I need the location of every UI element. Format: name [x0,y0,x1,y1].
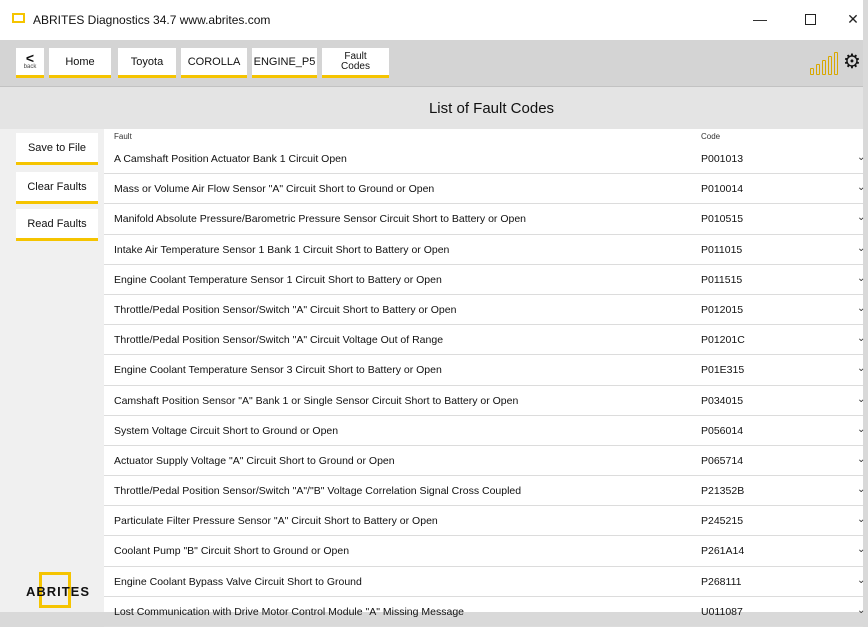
fault-code: P056014 [701,424,744,437]
title-bar [0,0,863,40]
chevron-down-icon[interactable]: ⌄ [857,423,866,435]
table-row[interactable] [104,235,866,265]
column-header-code: Code [701,132,721,141]
fault-description: Throttle/Pedal Position Sensor/Switch "A"/"B" Voltage Correlation Signal Cross Coupled [114,485,522,498]
brand-logo [17,572,99,612]
chevron-down-icon[interactable]: ⌄ [857,453,866,465]
fault-code: P065714 [701,454,744,467]
fault-code: P011015 [701,243,743,256]
breadcrumb-engine[interactable]: ENGINE_P5 [252,48,317,78]
maximize-icon [805,14,816,25]
fault-code: P21352B [701,485,745,498]
chevron-down-icon[interactable]: ⌄ [857,604,866,616]
fault-description: Engine Coolant Bypass Valve Circuit Short to Ground [114,575,362,588]
breadcrumb-fault-codes[interactable]: Fault Codes [322,48,389,78]
breadcrumb-home[interactable]: Home [49,48,111,78]
signal-strength-icon [810,51,838,75]
chevron-down-icon[interactable]: ⌄ [857,333,866,345]
fault-description: Camshaft Position Sensor "A" Bank 1 or Single Sensor Circuit Short to Battery or Open [114,394,519,407]
page-title: List of Fault Codes [428,99,555,117]
table-row[interactable] [104,144,866,174]
fault-code: U011087 [701,605,743,618]
side-panel [0,129,104,612]
back-arrow-icon: < [25,50,35,66]
brand-wordmark: ABRITES [25,584,91,599]
fault-code: P034015 [701,394,744,407]
chevron-down-icon[interactable]: ⌄ [857,242,866,254]
fault-code: P01201C [701,334,745,347]
table-row[interactable] [104,265,866,295]
close-button[interactable]: ✕ [847,10,859,27]
chevron-down-icon[interactable]: ⌄ [857,182,866,194]
chevron-down-icon[interactable]: ⌄ [857,393,866,405]
table-row[interactable] [104,174,866,204]
chevron-down-icon[interactable]: ⌄ [857,272,866,284]
fault-description: Manifold Absolute Pressure/Barometric Pressure Sensor Circuit Short to Battery or Open [114,213,527,226]
table-row[interactable] [104,355,866,385]
fault-code: P261A14 [701,545,745,558]
chevron-down-icon[interactable]: ⌄ [857,544,866,556]
table-row[interactable] [104,506,866,536]
breadcrumb-corolla[interactable]: COROLLA [181,48,247,78]
fault-description: Coolant Pump "B" Circuit Short to Ground or Open [114,545,350,558]
table-row[interactable] [104,295,866,325]
fault-code: P010014 [701,183,744,196]
window-title: ABRITES Diagnostics 34.7 www.abrites.com [33,13,271,27]
fault-description: A Camshaft Position Actuator Bank 1 Circuit Open [114,153,347,165]
minimize-button[interactable]: — [753,11,767,27]
chevron-down-icon[interactable]: ⌄ [857,363,866,375]
fault-code: P268111 [701,575,742,588]
fault-code: P245215 [701,515,744,528]
fault-code: P010515 [701,213,744,226]
table-row[interactable] [104,536,866,566]
back-button[interactable] [16,48,44,78]
chevron-down-icon[interactable]: ⌄ [857,484,866,496]
table-row[interactable] [104,325,866,355]
fault-description: Particulate Filter Pressure Sensor "A" Circuit Short to Battery or Open [114,515,438,528]
page-header [0,87,863,129]
fault-description: Lost Communication with Drive Motor Control Module "A" Missing Message [114,605,465,618]
table-row[interactable] [104,597,866,627]
fault-description: Engine Coolant Temperature Sensor 3 Circuit Short to Battery or Open [114,364,442,377]
breadcrumb-toyota[interactable]: Toyota [118,48,176,78]
maximize-button[interactable] [795,8,825,30]
fault-rows [104,144,866,627]
table-row[interactable] [104,204,866,234]
table-row[interactable] [104,567,866,597]
fault-description: System Voltage Circuit Short to Ground or Open [114,424,339,437]
chevron-down-icon[interactable]: ⌄ [857,574,866,586]
chevron-down-icon[interactable]: ⌄ [857,302,866,314]
fault-code: P01E315 [701,364,745,377]
fault-code: P012015 [701,303,744,316]
chevron-down-icon[interactable]: ⌄ [857,514,866,526]
fault-code: P011515 [701,273,743,286]
table-row[interactable] [104,386,866,416]
table-row[interactable] [104,476,866,506]
table-row[interactable] [104,416,866,446]
chevron-down-icon[interactable]: ⌄ [857,212,866,224]
breadcrumb-bar [0,40,863,87]
column-header-fault: Fault [114,132,132,141]
clear-faults-button[interactable]: Clear Faults [16,172,98,204]
fault-description: Throttle/Pedal Position Sensor/Switch "A" Circuit Voltage Out of Range [114,334,444,347]
fault-code: P001013 [701,153,744,165]
fault-description: Actuator Supply Voltage "A" Circuit Short to Ground or Open [114,454,395,467]
table-row[interactable] [104,446,866,476]
gear-icon[interactable]: ⚙ [843,51,861,73]
chevron-down-icon[interactable]: ⌄ [857,152,866,163]
back-label: back [23,64,37,70]
fault-description: Throttle/Pedal Position Sensor/Switch "A" Circuit Short to Battery or Open [114,303,457,316]
fault-description: Mass or Volume Air Flow Sensor "A" Circuit Short to Ground or Open [114,183,435,196]
save-to-file-button[interactable]: Save to File [16,133,98,165]
app-logo-icon [12,13,25,23]
read-faults-button[interactable]: Read Faults [16,209,98,241]
fault-description: Intake Air Temperature Sensor 1 Bank 1 Circuit Short to Battery or Open [114,243,450,256]
fault-table [104,129,866,618]
fault-description: Engine Coolant Temperature Sensor 1 Circuit Short to Battery or Open [114,273,442,286]
